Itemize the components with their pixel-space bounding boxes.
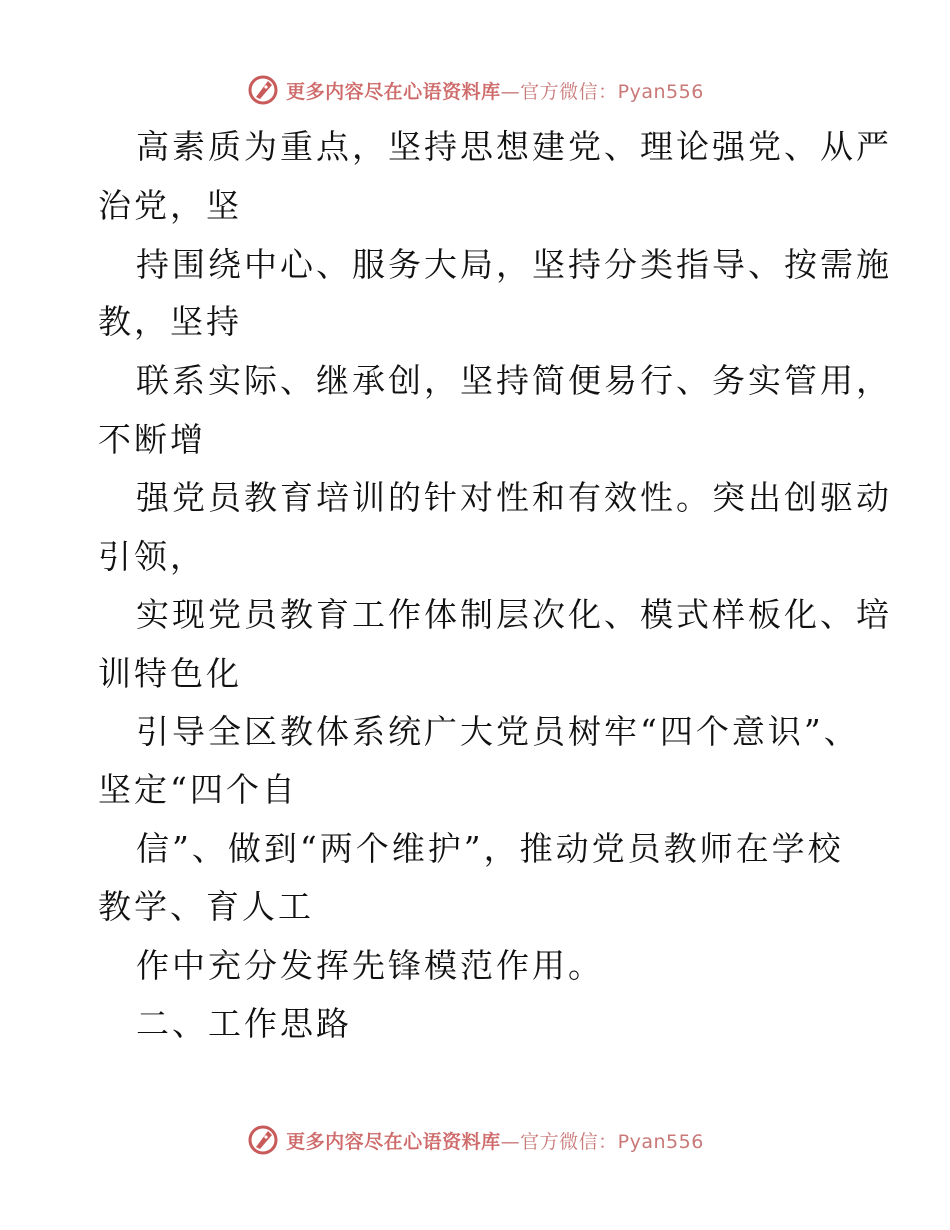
section-heading: 二、工作思路 (136, 1004, 352, 1043)
text-line: 高素质为重点，坚持思想建党、理论强党、从严 (136, 127, 892, 166)
text-line: 实现党员教育工作体制层次化、模式样板化、培 (136, 595, 892, 634)
watermark-site: 更多内容尽在心语资料库 (286, 1130, 501, 1153)
text-line: 教，坚持 (98, 302, 242, 341)
text-line: 持围绕中心、服务大局，坚持分类指导、按需施 (136, 245, 892, 284)
text-line: 不断增 (98, 420, 206, 459)
watermark-dash: — (500, 80, 521, 103)
text-line: 引导全区教体系统广大党员树牢“四个意识”、 (136, 712, 860, 751)
watermark-text (286, 1127, 704, 1154)
text-line: 信”、做到“两个维护”，推动党员教师在学校 (136, 829, 844, 868)
watermark-wechat: 官方微信：Pyan556 (520, 1130, 704, 1153)
watermark-wechat: 官方微信：Pyan556 (520, 80, 704, 103)
text-line: 治党，坚 (98, 186, 242, 225)
pen-nib-logo-icon (246, 1123, 280, 1157)
watermark-text (286, 77, 704, 104)
text-line: 训特色化 (98, 654, 242, 693)
text-line: 教学、育人工 (98, 887, 314, 926)
text-line: 联系实际、继承创，坚持简便易行、务实管用， (136, 361, 892, 400)
pen-nib-logo-icon (246, 73, 280, 107)
watermark-site: 更多内容尽在心语资料库 (286, 80, 501, 103)
watermark-dash: — (500, 1130, 521, 1153)
header-watermark (0, 70, 950, 110)
text-line: 强党员教育培训的针对性和有效性。突出创驱动 (136, 478, 892, 517)
text-line: 引领， (98, 537, 206, 576)
text-line: 坚定“四个自 (98, 770, 298, 809)
footer-watermark (0, 1120, 950, 1160)
text-line: 作中充分发挥先锋模范作用。 (136, 946, 604, 985)
